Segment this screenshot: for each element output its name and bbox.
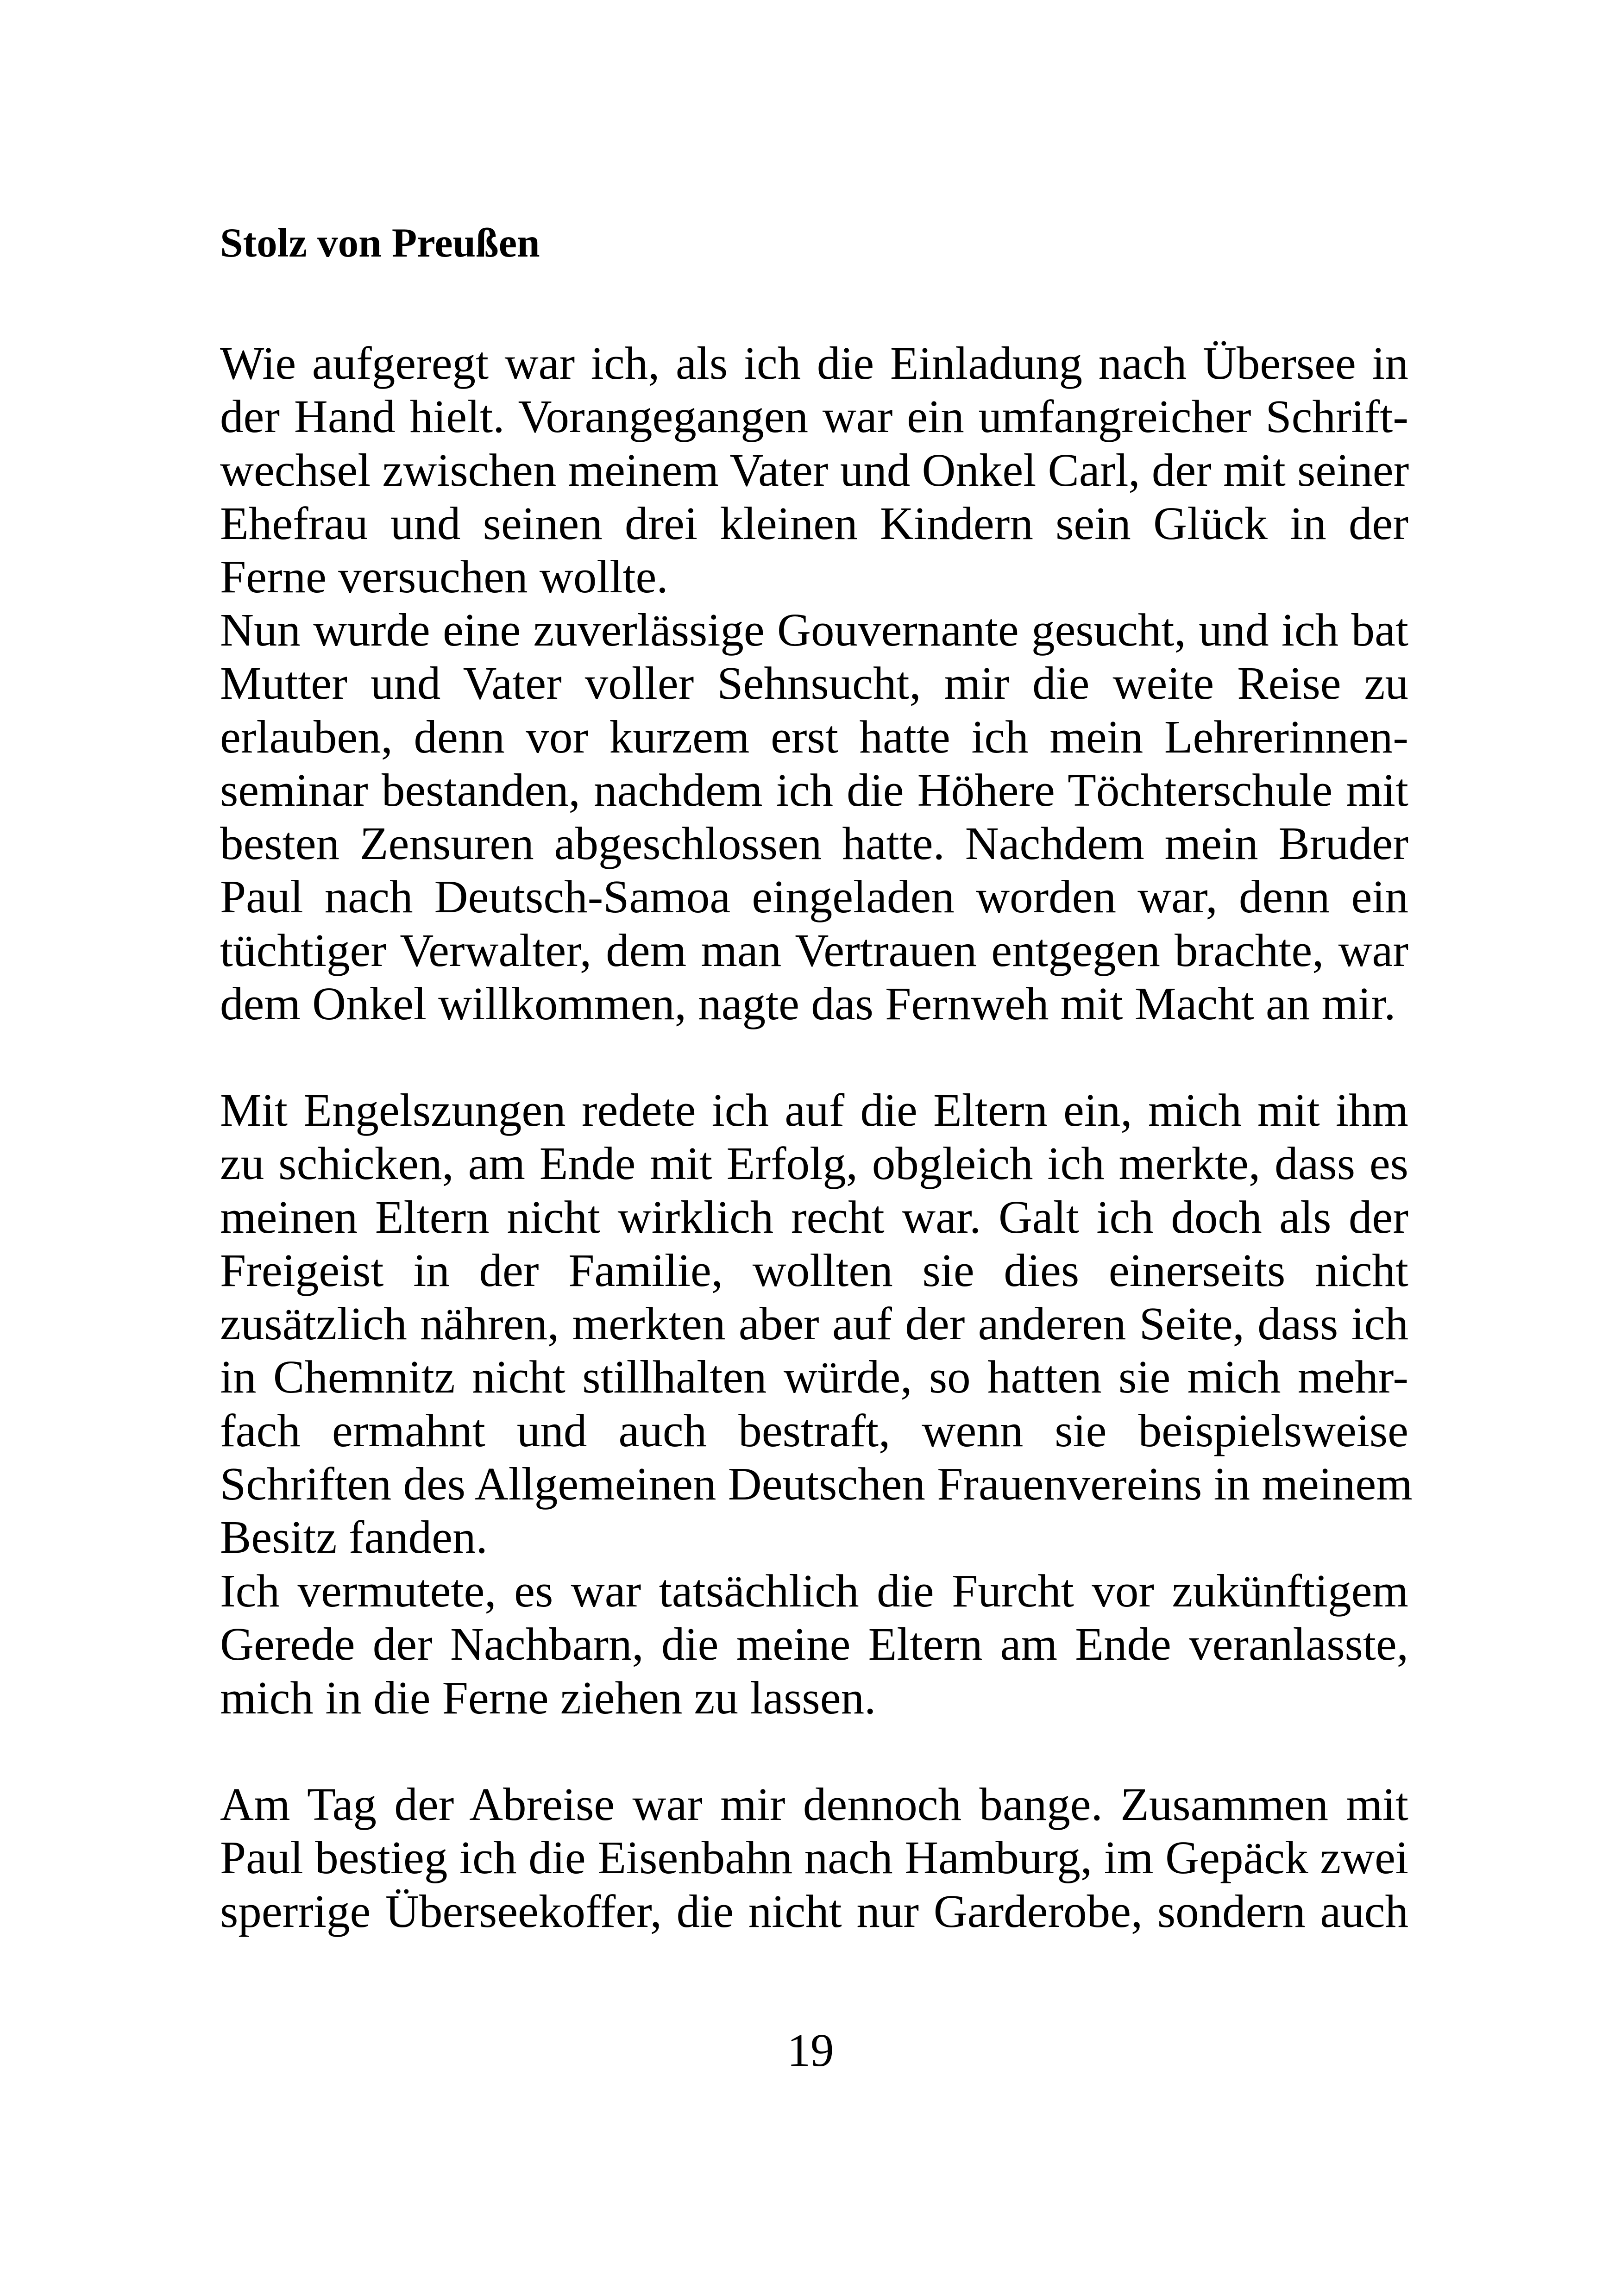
paragraph-4 [220,1564,1408,1725]
text-line: Paul nach Deutsch-Samoa eingeladen worden war, denn ein [220,871,1408,923]
text-line: Mit Engelszungen redete ich auf die Eltern ein, mich mit ihm [220,1084,1408,1136]
text-line: Wie aufgeregt war ich, als ich die Einladung nach Übersee in [220,337,1408,389]
page-number: 19 [787,2024,834,2076]
text-line: Ferne versuchen wollte. [220,551,668,603]
text-line: Gerede der Nachbarn, die meine Eltern am Ende veranlasste, [220,1618,1408,1670]
text-line: Am Tag der Abreise war mir dennoch bange. Zusammen mit [220,1778,1408,1830]
text-line: mich in die Ferne ziehen zu lassen. [220,1671,876,1724]
text-line: meinen Eltern nicht wirklich recht war. Galt ich doch als der [220,1191,1408,1243]
text-line: in Chemnitz nicht stillhalten würde, so hatten sie mich mehr- [220,1351,1408,1403]
text-line: Ich vermutete, es war tatsächlich die Furcht vor zukünftigem [220,1565,1408,1617]
text-line: tüchtiger Verwalter, dem man Vertrauen entgegen brachte, war [220,924,1408,976]
text-line: Mutter und Vater voller Sehnsucht, mir die weite Reise zu [220,657,1408,709]
paragraph-5 [220,1778,1408,1938]
text-line: Paul bestieg ich die Eisenbahn nach Hamburg, im Gepäck zwei [220,1832,1408,1884]
text-line: Schriften des Allgemeinen Deutschen Frauenvereins in meinem [220,1458,1413,1510]
text-line: fach ermahnt und auch bestraft, wenn sie beispielsweise [220,1404,1408,1456]
text-line: dem Onkel willkommen, nagte das Fernweh mit Macht an mir. [220,978,1396,1030]
paragraph-2 [220,603,1408,1030]
paragraph-3 [220,1084,1413,1564]
text-line: erlauben, denn vor kurzem erst hatte ich mein Lehrerinnen- [220,710,1408,763]
text-line: besten Zensuren abgeschlossen hatte. Nachdem mein Bruder [220,817,1408,870]
text-line: Besitz fanden. [220,1511,488,1563]
text-line: zu schicken, am Ende mit Erfolg, obgleich ich merkte, dass es [220,1137,1408,1190]
text-line: Freigeist in der Familie, wollten sie dies einerseits nicht [220,1244,1408,1296]
text-line: wechsel zwischen meinem Vater und Onkel Carl, der mit seiner [220,444,1409,496]
text-line: sperrige Überseekoffer, die nicht nur Garderobe, sondern auch [220,1885,1408,1937]
text-line: Nun wurde eine zuverlässige Gouvernante gesucht, und ich bat [220,604,1408,656]
text-line: der Hand hielt. Vorangegangen war ein umfangreicher Schrift- [220,390,1408,443]
paragraph-1 [220,337,1408,603]
text-line: seminar bestanden, nachdem ich die Höhere Töchterschule mit [220,764,1408,816]
text-line: Ehefrau und seinen drei kleinen Kindern sein Glück in der [220,497,1408,549]
text-line: zusätzlich nähren, merkten aber auf der anderen Seite, dass ich [220,1298,1408,1350]
chapter-title: Stolz von Preußen [220,220,540,266]
